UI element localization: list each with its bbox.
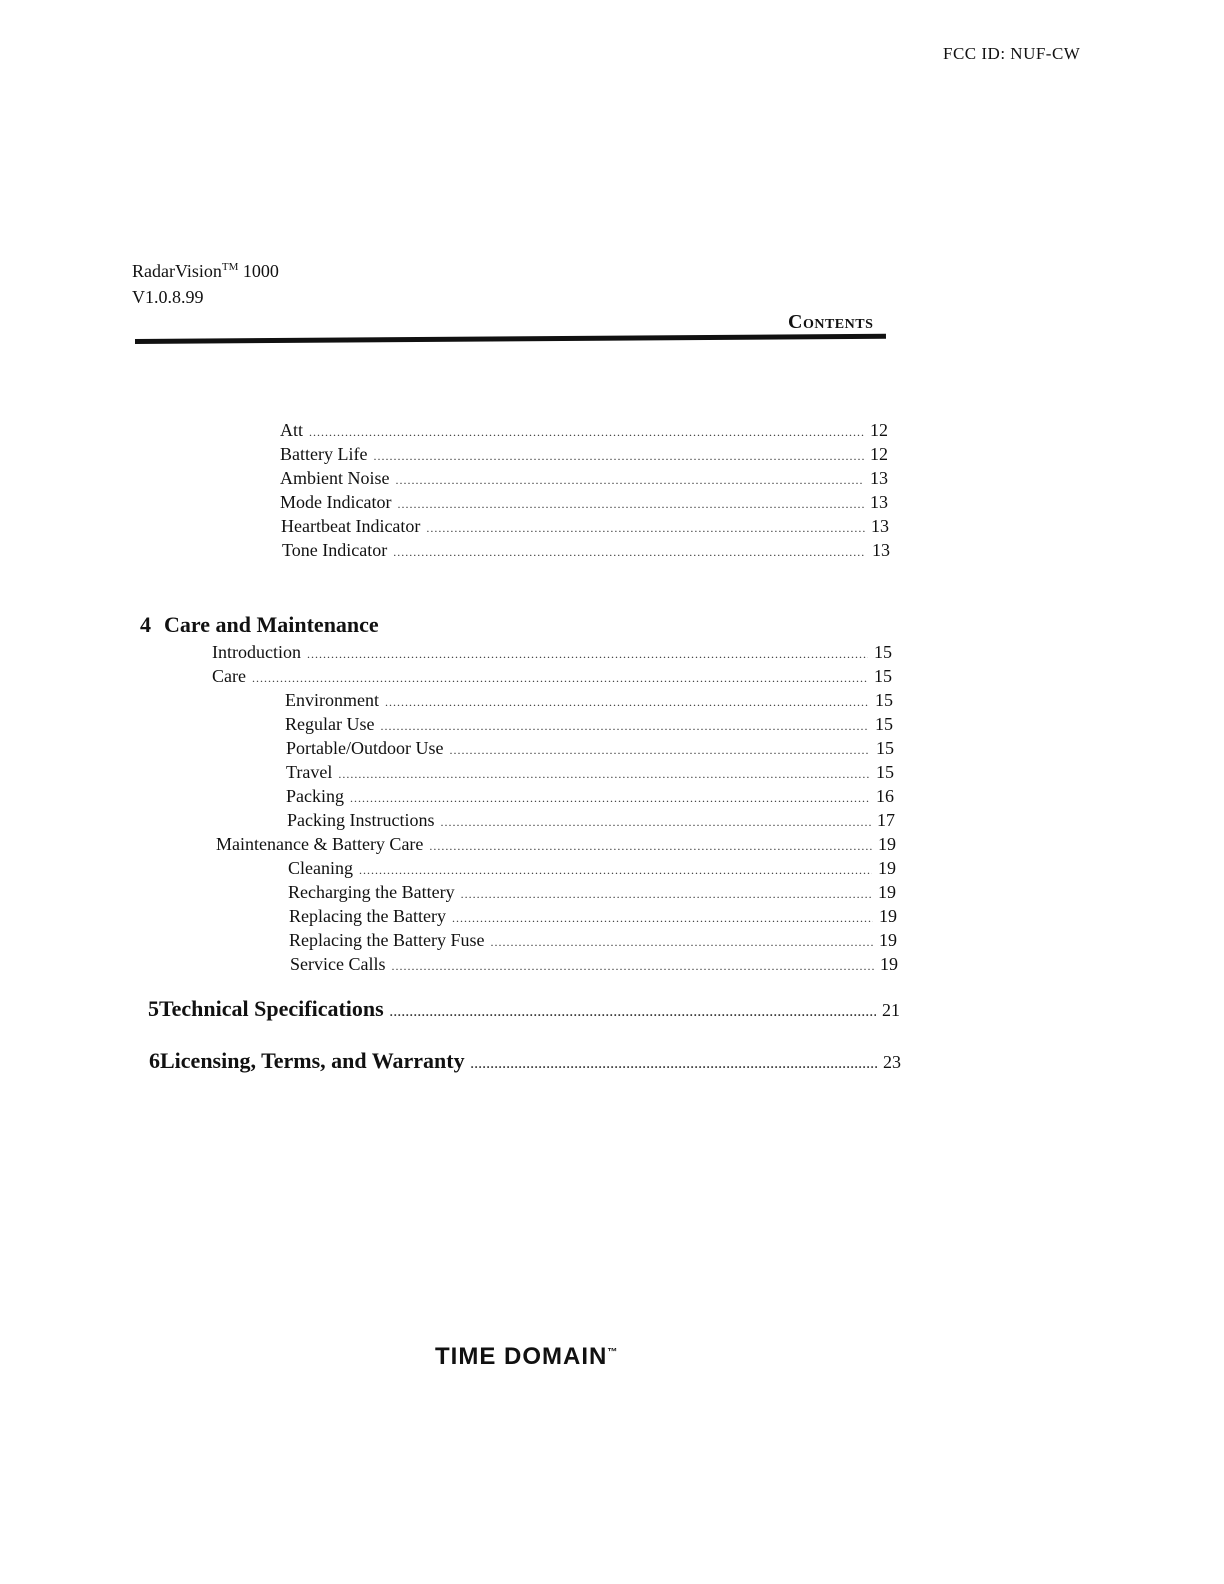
toc-entry-page: 15 [875, 690, 893, 710]
toc-entry[interactable] [287, 810, 895, 831]
product-model: 1000 [242, 261, 279, 281]
toc-entry[interactable] [289, 930, 897, 951]
dot-leader [461, 887, 872, 902]
toc-entry[interactable] [286, 786, 894, 807]
toc-entry-page: 19 [880, 954, 898, 974]
toc-entry-label: Packing [286, 786, 344, 806]
toc-entry[interactable] [212, 642, 892, 663]
toc-entry-page: 13 [870, 468, 888, 488]
toc-chapter-page: 23 [883, 1052, 901, 1072]
toc-entry[interactable] [280, 420, 888, 441]
toc-entry-label: Replacing the Battery Fuse [289, 930, 485, 950]
toc-entry-page: 13 [870, 492, 888, 512]
chapter-number: 6 [149, 1048, 160, 1073]
toc-entry-label: Ambient Noise [280, 468, 390, 488]
toc-entry-label: Battery Life [280, 444, 368, 464]
dot-leader [393, 545, 866, 560]
toc-entry[interactable] [290, 954, 898, 975]
toc-entry-label: Mode Indicator [280, 492, 392, 512]
toc-entry-label: Recharging the Battery [288, 882, 455, 902]
toc-entry-label: Environment [285, 690, 379, 710]
dot-leader [390, 1005, 876, 1020]
toc-entry[interactable] [280, 468, 888, 489]
logo-text: TIME DOMAIN [435, 1343, 608, 1370]
toc-chapter-page: 21 [882, 1000, 900, 1020]
fcc-id: FCC ID: NUF-CW [943, 44, 1081, 63]
dot-leader [252, 671, 868, 686]
toc-entry-page: 15 [876, 762, 894, 782]
toc-entry[interactable] [282, 540, 890, 561]
toc-entry-page: 15 [874, 642, 892, 662]
toc-chapter-label: Care and Maintenance [164, 612, 379, 637]
dot-leader [426, 521, 865, 536]
toc-chapter[interactable] [140, 612, 379, 638]
contents-heading: Contents [788, 311, 874, 333]
dot-leader [490, 935, 873, 950]
toc-entry-label: Service Calls [290, 954, 386, 974]
toc-entry-label: Portable/Outdoor Use [286, 738, 444, 758]
toc-entry-label: Tone Indicator [282, 540, 388, 560]
dot-leader [397, 497, 864, 512]
dot-leader [396, 473, 865, 488]
toc-entry-page: 19 [878, 858, 896, 878]
dot-leader [307, 647, 868, 662]
toc-entry[interactable] [288, 882, 896, 903]
time-domain-logo [435, 1343, 618, 1371]
toc-entry-label: Att [280, 420, 304, 440]
toc-entry[interactable] [285, 714, 893, 735]
dot-leader [391, 959, 874, 974]
toc-entry-page: 12 [870, 444, 888, 464]
product-name: RadarVision [132, 261, 222, 281]
dot-leader [452, 911, 873, 926]
toc-chapter[interactable] [149, 1048, 901, 1074]
toc-entry-label: Packing Instructions [287, 810, 435, 830]
dot-leader [338, 767, 870, 782]
toc-entry-label: Travel [286, 762, 333, 782]
toc-entry-page: 19 [879, 930, 897, 950]
dot-leader [309, 425, 864, 440]
chapter-number: 5 [148, 996, 159, 1021]
toc-entry[interactable] [281, 516, 889, 537]
toc-entry-label: Heartbeat Indicator [281, 516, 421, 536]
toc-chapter[interactable] [148, 996, 900, 1022]
toc-entry-page: 19 [878, 834, 896, 854]
toc-entry[interactable] [280, 444, 888, 465]
toc-entry[interactable] [286, 738, 894, 759]
dot-leader [429, 839, 872, 854]
toc-chapter-label: Licensing, Terms, and Warranty [160, 1048, 465, 1073]
dot-leader [385, 695, 869, 710]
toc-entry-label: Regular Use [285, 714, 375, 734]
dot-leader [350, 791, 870, 806]
toc-entry[interactable] [288, 858, 896, 879]
toc-entry[interactable] [216, 834, 896, 855]
toc-entry-page: 15 [875, 714, 893, 734]
toc-entry-label: Cleaning [288, 858, 353, 878]
dot-leader [471, 1057, 877, 1072]
toc-entry-page: 17 [877, 810, 895, 830]
toc-entry-page: 16 [876, 786, 894, 806]
toc-entry-page: 13 [872, 540, 890, 560]
toc-entry-page: 19 [879, 906, 897, 926]
version-label: V1.0.8.99 [132, 287, 204, 307]
toc-entry[interactable] [212, 666, 892, 687]
toc-entry-label: Introduction [212, 642, 301, 662]
toc-chapter-label: Technical Specifications [159, 996, 384, 1021]
trademark-mark: TM [221, 261, 239, 273]
toc-entry[interactable] [280, 492, 888, 513]
toc-entry[interactable] [285, 690, 893, 711]
toc-entry[interactable] [286, 762, 894, 783]
toc-entry-label: Maintenance & Battery Care [216, 834, 424, 854]
dot-leader [449, 743, 870, 758]
chapter-number: 4 [140, 612, 151, 637]
toc-entry-page: 12 [870, 420, 888, 440]
dot-leader [359, 863, 872, 878]
toc-entry[interactable] [289, 906, 897, 927]
toc-entry-page: 15 [876, 738, 894, 758]
toc-entry-label: Care [212, 666, 246, 686]
dot-leader [373, 449, 864, 464]
toc-entry-label: Replacing the Battery [289, 906, 446, 926]
toc-entry-page: 13 [871, 516, 889, 536]
logo-trademark: ™ [607, 1347, 619, 1358]
dot-leader [440, 815, 871, 830]
dot-leader [380, 719, 869, 734]
toc-entry-page: 19 [878, 882, 896, 902]
toc-entry-page: 15 [874, 666, 892, 686]
